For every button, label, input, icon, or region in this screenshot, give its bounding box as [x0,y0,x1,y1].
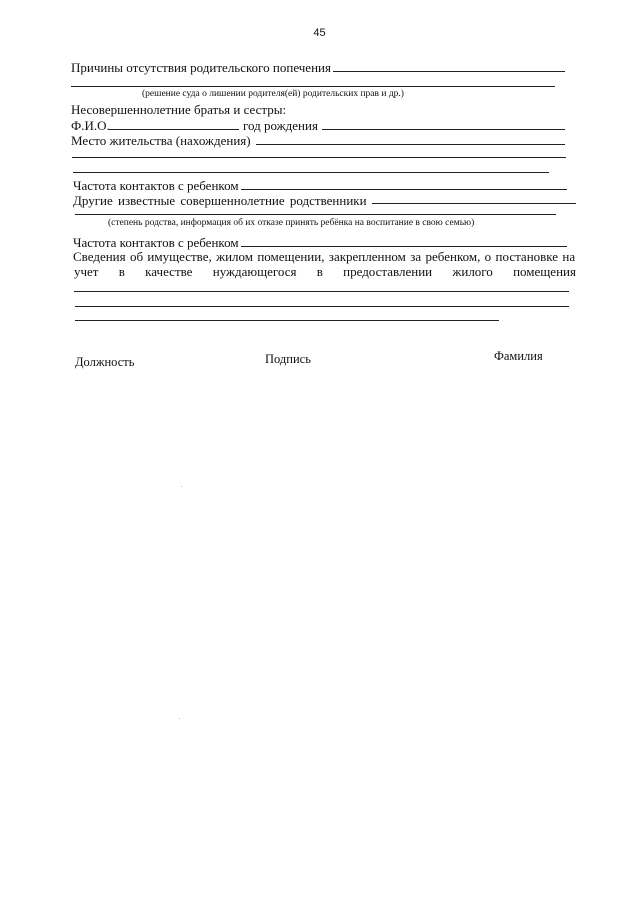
property-word: в [118,264,125,279]
fio-field-line[interactable] [109,129,239,130]
contact-frequency-label-2: Частота контактов с ребенком [73,235,239,250]
surname-label: Фамилия [494,349,543,363]
property-word: учет [74,264,99,279]
residence-field-line-3[interactable] [73,172,549,173]
absence-reason-caption: (решение суда о лишении родителя(ей) родительских прав и др.) [142,89,404,99]
absence-reason-field-line[interactable] [333,71,565,72]
property-line-2 [74,264,576,279]
siblings-heading: Несовершеннолетние братья и сестры: [71,102,287,117]
property-word: нуждающегося [212,264,297,279]
property-field-line-1[interactable] [74,291,569,292]
page-number: 45 [313,27,326,39]
property-field-line-3[interactable] [75,320,499,321]
property-word: предоставлении [343,264,433,279]
birth-year-label: год рождения [243,118,318,133]
absence-reason-field-line-2[interactable] [71,86,555,87]
property-word: в [316,264,323,279]
other-relatives-label: Другие известные совершеннолетние родственники [73,193,367,208]
property-line-1: Сведения об имуществе, жилом помещении, закрепленном за ребенком, о постановке на [73,249,576,264]
signature-label: Подпись [265,352,311,366]
other-relatives-field-line[interactable] [372,203,576,204]
contact-frequency-field-line-1[interactable] [241,189,567,190]
other-relatives-caption: (степень родства, информация об их отказе принять ребёнка на воспитание в свою семью) [108,218,475,228]
position-label: Должность [75,355,135,369]
contact-frequency-field-line-2[interactable] [241,246,567,247]
residence-field-line[interactable] [256,144,565,145]
property-word: помещения [513,264,576,279]
residence-field-line-2[interactable] [72,157,566,158]
contact-frequency-label-1: Частота контактов с ребенком [73,178,239,193]
scan-speck [181,486,182,487]
residence-label: Место жительства (нахождения) [71,133,251,148]
fio-label: Ф.И.О. [71,118,110,133]
property-word: качестве [145,264,193,279]
property-field-line-2[interactable] [75,306,569,307]
birth-year-field-line[interactable] [322,129,565,130]
property-word: жилого [452,264,493,279]
absence-reason-label: Причины отсутствия родительского попечения [71,60,331,75]
scan-speck [179,718,180,719]
other-relatives-field-line-2[interactable] [75,214,556,215]
